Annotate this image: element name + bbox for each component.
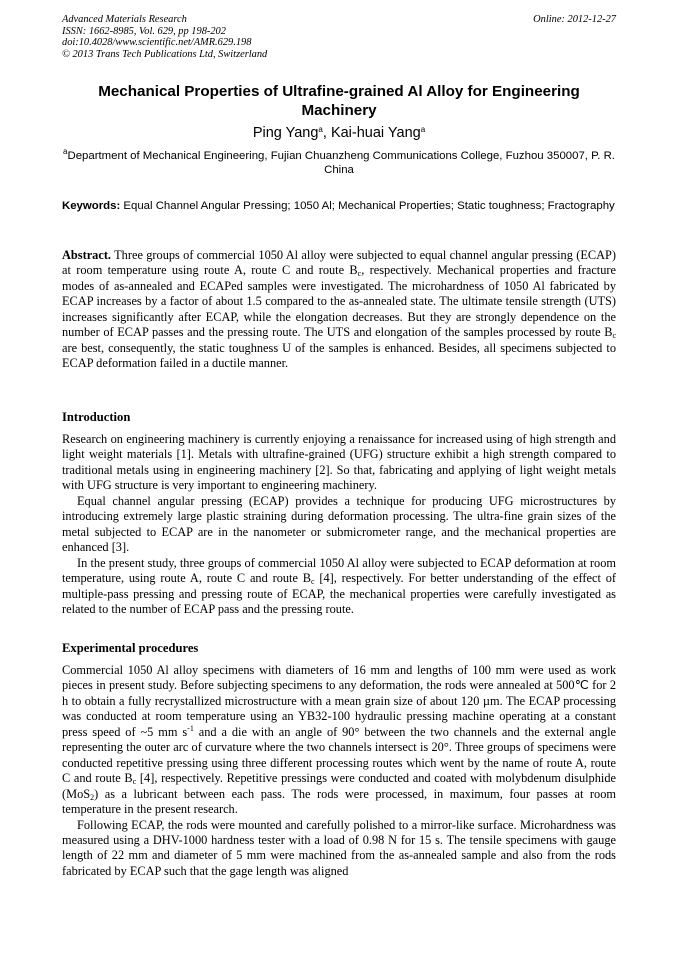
paragraph-text: Commercial 1050 Al alloy specimens with diameters of 16 mm and lengths of 100 mm were used as work pieces in present study. Before subjecting specimens to any deformation, the rods were annealed at 500℃ for 2 h to obtain a fully recrystallized microstructure with a mean grain size of about 120 µm. The ECAP processing was conducted at room temperature using an YB32-100 hydraulic pressing machine operating at a constant press speed of ~5 mm s [62, 663, 616, 739]
paragraph-text: and a die with an angle of 90° between the two channels and the external angle representing the outer arc of curvature where the two channels intersect is 20°. Three groups of specimens were conducted repetitive pressing using three different processing routes which went by the name of route A, route C and route B [62, 724, 616, 786]
subscript: c [612, 331, 616, 341]
subscript: c [357, 269, 362, 279]
superscript: -1 [187, 723, 194, 733]
paragraph-text: In the present study, three groups of commercial 1050 Al alloy were subjected to ECAP deformation at room temperature, using route A, route C and route B [62, 555, 616, 586]
subscript: 2 [90, 792, 95, 802]
paragraph [62, 556, 616, 618]
section-heading-experimental: Experimental procedures [62, 641, 199, 655]
author-affil-marker: a [420, 125, 426, 134]
issn-line: ISSN: 1662-8985, Vol. 629, pp 198-202 [62, 25, 226, 37]
abstract-paragraph [62, 248, 616, 372]
online-date: Online: 2012-12-27 [533, 14, 616, 25]
affiliation-marker: a [63, 147, 68, 156]
paragraph: Equal channel angular pressing (ECAP) provides a technique for producing UFG microstructures by introducing extremely large plastic straining during deformation processing. The ultra-fine grain sizes of the metal subjected to ECAP are in the nanometer or submicrometer range, and the mechanical properties are enhanced [3]. [62, 493, 616, 555]
introduction-body [62, 432, 616, 617]
affiliation-text: Department of Mechanical Engineering, Fujian Chuanzheng Communications College, Fuzhou 350007, P. R. China [67, 150, 615, 177]
abstract [62, 248, 616, 372]
paragraph: Following ECAP, the rods were mounted and carefully polished to a mirror-like surface. Microhardness was measured using a DHV-1000 hardness tester with a load of 0.98 N for 15 s. The tensile specimens with gauge length of 22 mm and diameter of 5 mm were machined from the as-annealed sample and also from the rods fabricated by ECAP such that the gage length was aligned [62, 817, 616, 878]
keywords [62, 199, 616, 214]
subscript: c [311, 577, 315, 587]
paragraph-text: [4], respectively. Repetitive pressings were conducted and coated with molybdenum disulphide (MoS [62, 771, 616, 801]
doi-line: doi:10.4028/www.scientific.net/AMR.629.198 [62, 37, 252, 49]
author-affil-marker: a [318, 125, 323, 134]
journal-header [62, 14, 616, 60]
author-list [62, 124, 616, 142]
author-separator: , [322, 125, 331, 141]
abstract-label: Abstract. [62, 248, 112, 262]
subscript: c [132, 777, 137, 787]
author-name: Ping Yang [252, 125, 319, 141]
paragraph [62, 663, 616, 818]
abstract-text: Three groups of commercial 1050 Al alloy were subjected to equal channel angular pressing (ECAP) at room temperature using route A, route C and route B [62, 248, 616, 278]
abstract-text: are best, consequently, the static toughness U of the samples is enhanced. Besides, all specimens subjected to ECAP deformation failed in a ductile manner. [62, 340, 616, 371]
paragraph-text: [4], respectively. For better understanding of the effect of multiple-pass pressing and pressing route of ECAP, the mechanical properties were carefully investigated as related to the number of ECAP pass and the pressing route. [62, 571, 616, 616]
copyright-line: © 2013 Trans Tech Publications Ltd, Switzerland [62, 48, 268, 60]
keywords-text: Equal Channel Angular Pressing; 1050 Al; Mechanical Properties; Static toughness; Fractography [123, 200, 615, 212]
paragraph-text: ) as a lubricant between each pass. The rods were processed, in maximum, four passes at room temperature in the present research. [62, 786, 616, 817]
journal-name: Advanced Materials Research [62, 14, 187, 25]
affiliation [62, 149, 616, 177]
paper-title: Mechanical Properties of Ultrafine-grained Al Alloy for Engineering Machinery [98, 83, 580, 119]
author-name: Kai-huai Yang [330, 125, 421, 141]
paragraph: Research on engineering machinery is currently enjoying a renaissance for increased using of high strength and light weight materials [1]. Metals with ultrafine-grained (UFG) structure exhibit a high strength compared to traditional metals using in engineering machinery [2]. So that, fabricating and applying of light weight metals with UFG structure is very important to engineering machinery. [62, 432, 616, 493]
abstract-text: , respectively. Mechanical properties and fracture modes of as-annealed and ECAPed samples were investigated. The microhardness of 1050 Al fabricated by ECAP increases by a factor of about 1.5 compared to the as-annealed state. The ultimate tensile strength (UTS) increases significantly after ECAP, while the elongation decreases. But they are strongly dependence on the number of ECAP passes and the pressing route. The UTS and elongation of the samples processed by route B [62, 263, 616, 340]
experimental-body [62, 663, 616, 879]
section-heading-introduction: Introduction [62, 410, 131, 424]
keywords-label: Keywords: [62, 200, 121, 212]
